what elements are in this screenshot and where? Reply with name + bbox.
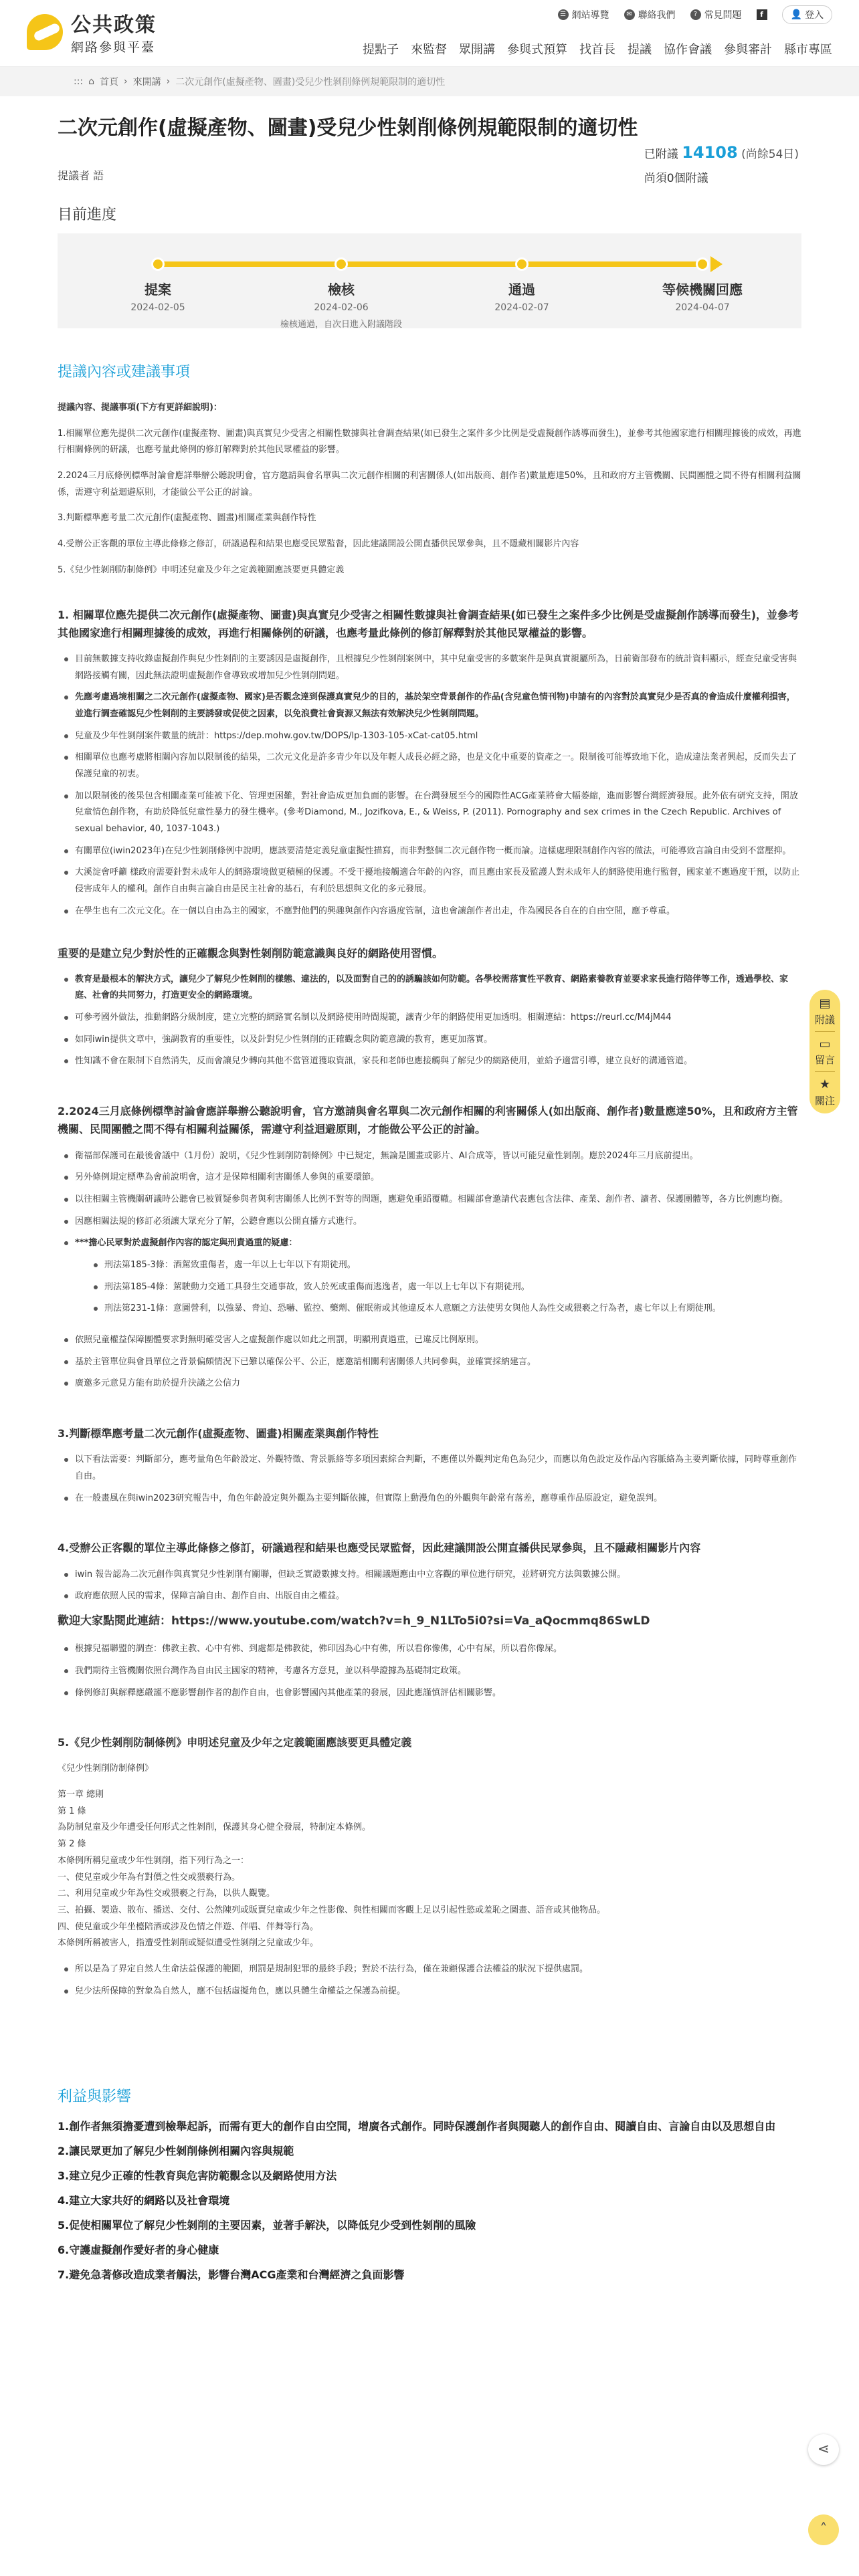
nav-item[interactable]: 參與式預算	[507, 43, 567, 57]
progress-tracker	[58, 233, 801, 328]
facebook-icon[interactable]: f	[757, 9, 767, 20]
stage-dot	[515, 257, 529, 271]
site-header	[0, 0, 859, 67]
sitemap-icon: ☰	[558, 9, 569, 20]
education-list	[63, 972, 801, 1070]
logo-subtitle: 網路參與平臺	[71, 40, 156, 55]
list-item: 另外條例規定標準為會前說明會，這才是保障相關利害關係人參與的重要環節。	[63, 1170, 801, 1186]
list-item: 先應考慮過境相關之二次元創作(虛擬產物、國家)是否觀念達到保護真實兒少的目的，基於架空背景創作的作品(含兒童色情刊物)申請有的內容對於真實兒少是否真的會造成什麼權利損害，並進行調查確認兒少性剝削的主要誘發或促使之因素，以免浪費社會資源又無法有效解決兒少性剝削問題。	[63, 689, 801, 722]
law-item: 刑法第185-4條：駕駛動力交通工具發生交通事故，致人於死或重傷而逃逸者，處一年以上七年以下有期徒刑。	[92, 1279, 801, 1296]
nav-item[interactable]: 眾開講	[459, 43, 495, 57]
list-item: 廣邀多元意見方能有助於提升決議之公信力	[63, 1376, 801, 1392]
video-link[interactable]: 歡迎大家點閱此連結：https://www.youtube.com/watch?v=h_9_N1LTo5i0?si=Va_aQocmmq86SwLD	[58, 1614, 650, 1628]
nav-item[interactable]: 縣市專區	[784, 43, 832, 57]
law-text: 第 1 條	[58, 1806, 86, 1816]
law-text: 本條例所稱被害人，指遭受性剝削或疑似遭受性剝削之兒童或少年。	[58, 1938, 319, 1949]
signatures-needed: 尚須0個附議	[644, 172, 708, 185]
law-text: 一、使兒童或少年為有對價之性交或猥褻行為。	[58, 1872, 241, 1883]
chevron-up-icon: ˄	[820, 2521, 828, 2538]
side-toolbar	[809, 990, 840, 1113]
side-divider	[815, 1031, 835, 1032]
stage-proposal	[84, 279, 231, 313]
section-1-list	[63, 651, 801, 920]
side-divider	[815, 1071, 835, 1072]
progress-title: 目前進度	[58, 207, 117, 223]
faq-link[interactable]	[690, 8, 742, 21]
education-title: 重要的是建立兒少對於性的正確觀念與對性剝削防範意識與良好的網路使用習慣。	[58, 946, 444, 960]
list-item: 有關單位(iwin2023年)在兒少性剝削條例中說明，應該要清楚定義兒童虛擬性描寫，而非對整個二次元創作物一概而論。這樣處理限制創作內容的做法，可能導致言論自由受到不當壓抑。	[63, 843, 801, 860]
document-icon: ▤	[819, 996, 831, 1010]
list-item: 如同iwin提供文章中，強調教育的重要性，以及針對兒少性剝削的正確觀念與防範意識的教育，應更加落實。	[63, 1032, 801, 1049]
stage-dot	[151, 257, 165, 271]
law-text: 為防制兒童及少年遭受任何形式之性剝削，保護其身心健全發展，特制定本條例。	[58, 1822, 371, 1833]
section-4-list	[63, 1567, 801, 1605]
list-item: 衛福部保護司在最後會議中（1月份）說明，《兒少性剝削防制條例》中已規定，無論是圖畫或影片、AI合成等，皆以可能兒童性剝削。應於2024年三月底前提出。	[63, 1148, 801, 1165]
section-2-list	[63, 1148, 801, 1252]
nav-item[interactable]: 找首長	[579, 43, 615, 57]
list-item: 條例修訂與解釋應嚴謹不應影響創作者的創作自由，也會影響國內其他產業的發展，因此應謹慎評估相關影響。	[63, 1685, 801, 1702]
law-text: 第 2 條	[58, 1839, 86, 1850]
section-2-after-list	[63, 1332, 801, 1392]
benefit-item: 7.避免急著修改造成業者觸法，影響台灣ACG產業和台灣經濟之負面影響	[58, 2268, 405, 2282]
signature-status	[644, 143, 799, 185]
contact-link[interactable]	[624, 8, 676, 21]
section-3-title: 3.判斷標準應考量二次元創作(虛擬產物、圖畫)相關產業與創作特性	[58, 1427, 379, 1440]
top-links	[558, 5, 832, 24]
comment-label: 留言	[814, 1054, 835, 1067]
summary-point: 5.《兒少性剝削防制條例》申明述兒童及少年之定義範圍應該要更具體定義	[58, 564, 345, 575]
stage-review	[268, 279, 415, 330]
section-4-title: 4.受辦公正客觀的單位主導此條修之修訂，研議過程和結果也應受民眾監督，因此建議開設公開直播供民眾參與，且不隱藏相關影片內容	[58, 1541, 701, 1555]
stats-link[interactable]: 兒童及少年性剝削案件數量的統計：https://dep.mohw.gov.tw/DOPS/lp-1303-105-xCat-cat05.html	[63, 728, 801, 745]
user-icon: 👤	[790, 9, 802, 20]
nav-item[interactable]: 參與審計	[724, 43, 772, 57]
follow-label: 關注	[814, 1094, 835, 1107]
list-item: iwin 報告認為二次元創作與真實兒少性剝削有關聯，但缺乏實證數據支持。相關議題應由中立客觀的單位進行研究，並將研究方法與數據公開。	[63, 1567, 801, 1584]
summary-point: 4.受辦公正客觀的單位主導此條修之修訂，研議過程和結果也應受民眾監督，因此建議開設公開直播供民眾參與，且不隱藏相關影片內容	[58, 539, 579, 550]
breadcrumb-current: 二次元創作(虛擬產物、圖畫)受兒少性剝削條例規範限制的適切性	[175, 77, 446, 88]
list-item: 兒少法所保障的對象為自然人，應不包括虛擬角色，應以具體生命權益之保護為前提。	[63, 1983, 801, 2000]
list-item: 目前無數據支持收錄虛擬創作與兒少性剝削的主要誘因是虛擬創作，且根據兒少性剝削案例中，其中兒童受害的多數案件是與真實親屬所為，日前衛部發布的統計資料顯示，經查兒童受害與網路接觸有關，因此無法證明虛擬創作會導致或增加兒少性剝削問題。	[63, 651, 801, 684]
help-icon: ?	[690, 9, 701, 20]
law-text: 本條例所稱兒童或少年性剝削，指下列行為之一：	[58, 1855, 250, 1866]
share-button[interactable]	[808, 2434, 839, 2465]
benefits-list	[0, 2118, 859, 2282]
benefit-item: 5.促使相關單位了解兒少性剝削的主要因素，並著手解決，以降低兒少受到性剝削的風險	[58, 2219, 476, 2232]
list-item: 大溪淀會呼籲 樣政府需要針對未成年人的網路環境做更積極的保護。不受干擾地接觸適合年齡的內容，而且應由家長及監護人對未成年人的網路使用進行監督，國家並不應過度干預，以防止侵害成年人的權利。創作自由與言論自由是民主社會的基石，有利於思想與文化的多元發展。	[63, 865, 801, 897]
star-icon: ★	[819, 1077, 831, 1092]
stage-dot	[335, 257, 348, 271]
stage-dot	[696, 257, 709, 271]
sign-label: 附議	[814, 1013, 835, 1026]
stage-awaiting-response	[629, 279, 776, 313]
list-item: 可參考國外做法，推動網路分級制度，建立完整的網路實名制以及網路使用時間規範，讓青少年的網路使用更加透明。相關連結：https://reurl.cc/M4jM44	[63, 1010, 801, 1027]
list-item: ***擔心民眾對於虛擬創作內容的認定與刑責過重的疑慮：	[63, 1235, 801, 1252]
breadcrumb-dots-icon: :::	[74, 76, 84, 87]
sign-button[interactable]	[815, 996, 835, 1026]
list-item: 依照兒童權益保障團體要求對無明確受害人之虛擬創作處以如此之刑罰，明顯刑責過重，已違反比例原則。	[63, 1332, 801, 1349]
proposal-body	[0, 400, 859, 2000]
list-item: 在一般畫風在與iwin2023研究報告中，角色年齡設定與外觀為主要判斷依據，但實際上動漫角色的外觀與年齡常有落差，應尊重作品原設定，避免誤判。	[63, 1491, 801, 1507]
list-item: 政府應依照人民的需求，保障言論自由、創作自由、出版自由之權益。	[63, 1588, 801, 1605]
benefit-item: 1.創作者無須擔憂遭到檢舉起訴，而需有更大的創作自由空間，增廣各式創作。同時保護創作者與閱聽人的創作自由、閱讀自由、言論自由以及思想自由	[58, 2120, 776, 2133]
stage-date: 2024-04-07	[675, 302, 730, 313]
sitemap-label: 網站導覽	[571, 10, 609, 21]
comment-button[interactable]	[815, 1037, 835, 1067]
section-5-title: 5.《兒少性剝削防制條例》申明述兒童及少年之定義範圍應該要更具體定義	[58, 1736, 412, 1749]
breadcrumb-section[interactable]: 來開講	[132, 77, 161, 88]
mail-icon: ✉	[624, 9, 635, 20]
progress-track	[158, 261, 701, 267]
sitemap-link[interactable]	[558, 8, 609, 21]
law-text: 第一章 總則	[58, 1790, 104, 1800]
stage-date: 2024-02-07	[494, 302, 549, 313]
nav-item[interactable]: 提點子	[363, 43, 399, 57]
progress-arrow-icon	[710, 256, 723, 272]
days-remaining: (尚餘54日)	[741, 148, 799, 161]
list-item: 以往相關主管機關研議時公聽會已被質疑參與者與利害關係人比例不對等的問題，應避免重蹈覆轍。相關部會邀請代表應包含法律、產業、創作者、讀者、保護團體等，各方比例應均衡。	[63, 1192, 801, 1208]
law-text: 《兒少性剝削防制條例》	[58, 1763, 154, 1774]
law-list	[63, 1257, 801, 1317]
signature-label: 已附議	[644, 148, 678, 161]
stage-name: 通過	[508, 282, 535, 298]
contact-label: 聯絡我們	[638, 10, 676, 21]
benefit-item: 6.守護虛擬創作愛好者的身心健康	[58, 2244, 219, 2257]
list-item: 因應相關法規的修訂必須讓大眾充分了解，公聽會應以公開直播方式進行。	[63, 1214, 801, 1230]
login-label: 登入	[805, 10, 824, 21]
section-heading-proposal: 提議內容或建議事項	[58, 364, 191, 381]
list-item: 所以是為了界定自然人生命法益保護的範圍，刑罰是規制犯罪的最終手段；對於不法行為，僅在兼顧保護合法權益的狀況下提供處罰。	[63, 1961, 801, 1978]
stage-date: 2024-02-05	[130, 302, 185, 313]
main-nav	[363, 40, 832, 58]
comment-icon: ▭	[819, 1037, 831, 1051]
law-text: 二、利用兒童或少年為性交或猥褻之行為，以供人觀覽。	[58, 1889, 276, 1899]
section-2-title: 2.2024三月底條例標準討論會應詳舉辦公聽說明會，官方邀請與會名單與二次元創作相關的利害關係人(如出版商、創作者)數量應達50%，且和政府方主管機關、民間團體之間不得有相關利益關係，需遵守利益迴避原則，才能做公平公正的討論。	[58, 1105, 798, 1136]
summary-point: 2.2024三月底條例標準討論會應詳舉辦公聽說明會，官方邀請與會名單與二次元創作相關的利害關係人(如出版商、創作者)數量應達50%，且和政府方主管機關、民間團體之間不得有相關利益關係，需遵守利益迴避原則，才能做公平公正的討論。	[58, 471, 801, 498]
summary-point: 1.相關單位應先提供二次元創作(虛擬產物、圖畫)與真實兒少受害之相關性數據與社會調查結果(如已發生之案件多少比例是受虛擬創作誘導而發生)，並參考其他國家進行相關理據後的成效，再進行相關條例的研議，也應考量此條例的修訂解釋對於其他民眾權益的影響。	[58, 428, 801, 455]
logo-title: 公共政策	[71, 13, 157, 37]
stage-name: 提案	[145, 282, 171, 298]
list-item: 教育是最根本的解決方式，讓兒少了解兒少性剝削的樣態、違法的，以及面對自己的的誘騙該如何防範。各學校需落實性平教育、網路素養教育並要求家長進行陪伴等工作，透過學校、家庭、社會的共同努力，打造更安全的網路環境。	[63, 972, 801, 1004]
logo-mark-icon	[27, 14, 63, 50]
list-item: 我們期待主管機關依照台灣作為自由民主國家的精神，考慮各方意見，並以科學證據為基礎制定政策。	[63, 1663, 801, 1680]
nav-item[interactable]: 提議	[628, 43, 652, 57]
nav-item[interactable]: 協作會議	[664, 43, 712, 57]
login-button[interactable]	[782, 5, 832, 24]
section-heading-benefits: 利益與影響	[58, 2088, 132, 2106]
follow-button[interactable]	[815, 1077, 835, 1107]
home-icon: ⌂	[88, 76, 95, 87]
benefit-item: 2.讓民眾更加了解兒少性剝削條例相關內容與規範	[58, 2145, 294, 2158]
section-5-list	[63, 1961, 801, 2000]
law-text: 四、使兒童或少年坐檯陪酒或涉及色情之伴遊、伴唱、伴舞等行為。	[58, 1921, 319, 1932]
faq-label: 常見問題	[704, 10, 742, 21]
breadcrumb-separator-icon: ›	[124, 76, 128, 87]
law-item: 刑法第185-3條：酒駕致重傷者，處一年以上七年以下有期徒刑。	[92, 1257, 801, 1274]
summary-point: 3.判斷標準應考量二次元創作(虛擬產物、圖畫)相關產業與創作特性	[58, 513, 316, 524]
site-logo[interactable]	[27, 8, 157, 56]
breadcrumb-home[interactable]: 首頁	[100, 77, 119, 88]
list-item: 加以限制後的後果包含相關產業可能被下化、管理更困難，對社會造成更加負面的影響。在台灣發展至今的國際性ACG產業將會大幅萎縮，進而影響台灣經濟發展。此外依有研究支持，開放兒童情色創作物，有助於降低兒童性暴力的發生機率。(參考Diamond, M., Jozifkova, E., & Weiss, P. (2011). Pornography and sex crimes in the Czech Republic. Archives of sexual behavior, 40, 1037-1043.)	[63, 788, 801, 838]
list-item: 相關單位也應考慮將相關內容加以限制後的結果，二次元文化是許多青少年以及年輕人成長必經之路，也是文化中重要的資產之一。限制後可能導致地下化，造成違法業者興起，反而失去了保護兒童的初衷。	[63, 750, 801, 782]
stage-passed	[448, 279, 595, 313]
stage-name: 等候機關回應	[662, 282, 743, 298]
signature-count: 14108	[682, 143, 738, 162]
back-to-top-button[interactable]	[808, 2514, 839, 2545]
page-title: 二次元創作(虛擬產物、圖畫)受兒少性剝削條例規範限制的適切性	[58, 116, 638, 140]
stage-date: 2024-02-06	[314, 302, 369, 313]
list-item: 根據兒福聯盟的調查：佛教主教、心中有佛、到處都是佛教徒，佛印因為心中有佛，所以看你像佛，心中有屎，所以看你像屎。	[63, 1641, 801, 1658]
list-item: 基於主管單位與會員單位之背景偏頗情況下已難以確保公平、公正，應邀請相關利害關係人共同參與，並確實採納建言。	[63, 1354, 801, 1371]
stage-name: 檢核	[328, 282, 355, 298]
list-item: 以下看法需要：判斷部分，應考量角色年齡設定、外觀特徵、背景脈絡等多項因素綜合判斷，不應僅以外觀判定角色為兒少，而應以角色設定及作品內容脈絡為主要判斷依據，同時尊重創作自由。	[63, 1452, 801, 1485]
proposer: 提議者 語	[58, 169, 104, 182]
intro-label: 提議內容、提議事項(下方有更詳細說明)：	[58, 403, 222, 413]
list-item: 性知識不會在限制下自然消失，反而會讓兒少轉向其他不當管道獲取資訊，家長和老師也應接觸與了解兒少的網路使用，並給予適當引導，建立良好的溝通管道。	[63, 1053, 801, 1070]
list-item: 在學生也有二次元文化。在一個以自由為主的國家，不應對他們的興趣與創作內容過度管制，這也會讓創作者出走，作為國民各自在的自由空間，應予尊重。	[63, 903, 801, 920]
benefit-item: 3.建立兒少正確的性教育與危害防範觀念以及網路使用方法	[58, 2169, 337, 2183]
nav-item[interactable]: 來監督	[411, 43, 447, 57]
law-text: 三、拍攝、製造、散布、播送、交付、公然陳列或販賣兒童或少年之性影像、與性相關而客觀上足以引起性慾或羞恥之圖畫、語音或其他物品。	[58, 1905, 606, 1915]
law-item: 刑法第231-1條：意圖營利，以強暴、脅迫、恐嚇、監控、藥劑、催眠術或其他違反本人意願之方法使男女與他人為性交或猥褻之行為者，處七年以上有期徒刑。	[92, 1301, 801, 1317]
section-1-title: 1. 相關單位應先提供二次元創作(虛擬產物、圖畫)與真實兒少受害之相關性數據與社會調查結果(如已發生之案件多少比例是受虛擬創作誘導而發生)，並參考其他國家進行相關理據後的成效，再進行相關條例的研議，也應考量此條例的修訂解釋對於其他民眾權益的影響。	[58, 608, 799, 639]
section-4-list-2	[63, 1641, 801, 1701]
section-3-list	[63, 1452, 801, 1507]
breadcrumb-separator-icon: ›	[166, 76, 171, 87]
share-icon: ⋖	[817, 2441, 830, 2458]
stage-note: 檢核通過，自次日進入附議階段	[280, 320, 402, 330]
proposal-header	[0, 96, 859, 197]
benefit-item: 4.建立大家共好的網路以及社會環境	[58, 2194, 230, 2208]
breadcrumb	[0, 67, 859, 96]
